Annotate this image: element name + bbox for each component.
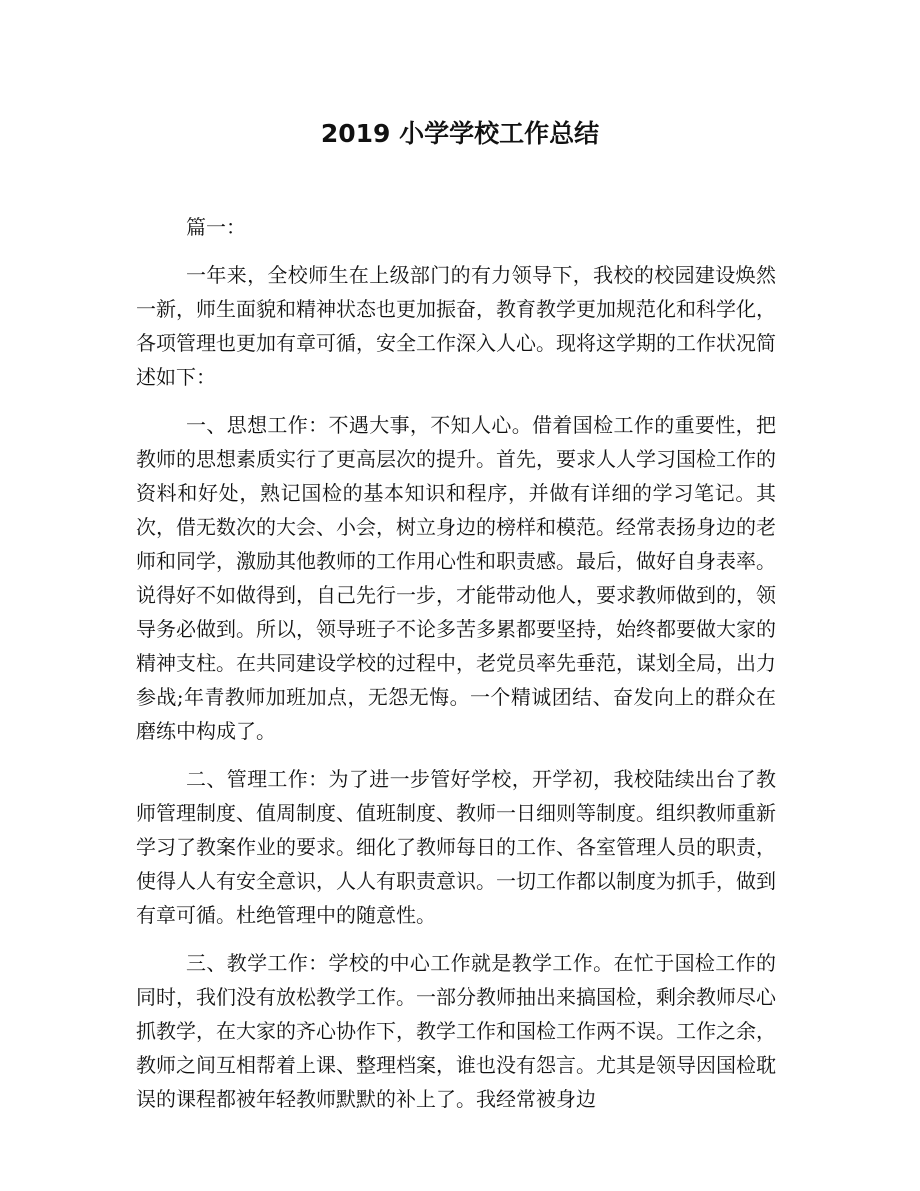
- teaching-work-paragraph: 三、教学工作：学校的中心工作就是教学工作。在忙于国检工作的同时，我们没有放松教学工作。一部分教师抽出来搞国检，剩余教师尽心抓教学，在大家的齐心协作下，教学工作和国检工作两不误。工作之余，教师之间互相帮着上课、整理档案，谁也没有怨言。尤其是领导因国检耽误的课程都被年轻教师默默的补上了。我经常被身边: [136, 951, 776, 1111]
- management-work-paragraph: 二、管理工作：为了进一步管好学校，开学初，我校陆续出台了教师管理制度、值周制度、值班制度、教师一日细则等制度。组织教师重新学习了教案作业的要求。细化了教师每日的工作、各室管理人员的职责，使得人人有安全意识，人人有职责意识。一切工作都以制度为抓手，做到有章可循。杜绝管理中的随意性。: [136, 767, 776, 927]
- document-title: 2019 小学学校工作总结: [320, 119, 600, 148]
- document-body: [136, 210, 776, 1130]
- ideology-work-paragraph: 一、思想工作：不遇大事，不知人心。借着国检工作的重要性，把教师的思想素质实行了更高层次的提升。首先，要求人人学习国检工作的资料和好处，熟记国检的基本知识和程序，并做有详细的学习笔记。其次，借无数次的大会、小会，树立身边的榜样和模范。经常表扬身边的老师和同学，激励其他教师的工作用心性和职责感。最后，做好自身表率。说得好不如做得到，自己先行一步，才能带动他人，要求教师做到的，领导务必做到。所以，领导班子不论多苦多累都要坚持，始终都要做大家的精神支柱。在共同建设学校的过程中，老党员率先垂范，谋划全局，出力参战;年青教师加班加点，无怨无悔。一个精诚团结、奋发向上的群众在磨练中构成了。: [136, 413, 776, 743]
- intro-paragraph: 一年来，全校师生在上级部门的有力领导下，我校的校园建设焕然一新，师生面貌和精神状态也更加振奋，教育教学更加规范化和科学化，各项管理也更加有章可循，安全工作深入人心。现将这学期的工作状况简述如下：: [136, 263, 776, 389]
- section-label: 篇一：: [186, 215, 246, 239]
